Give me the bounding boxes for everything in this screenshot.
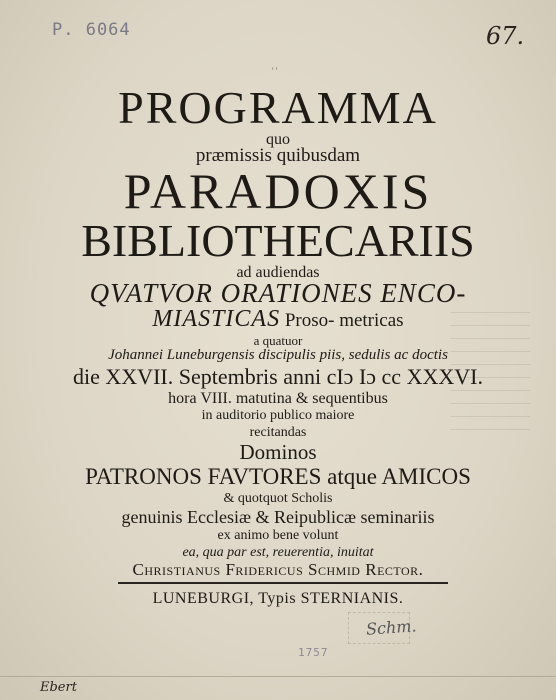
- line-die: die XXVII. Septembris anni cIɔ Iɔ cc XXXVI.: [73, 364, 483, 389]
- title-programma: PROGRAMMA: [118, 82, 438, 133]
- title-paradoxis: PARADOXIS: [123, 163, 433, 219]
- line-johannei: Johannei Luneburgensis discipulis piis, sedulis ac doctis: [108, 347, 448, 363]
- line-genuinis: genuinis Ecclesiæ & Reipublicæ seminariis: [121, 507, 435, 527]
- title-premissis: præmissis quibusdam: [195, 145, 361, 166]
- line-dominos: Dominos: [239, 440, 317, 464]
- line-patronos: PATRONOS FAVTORES atque AMICOS: [85, 464, 471, 489]
- handwritten-signature: Schm.: [365, 616, 418, 639]
- line-miasticas: [0, 306, 556, 334]
- line-quatuor-orationes: QVATVOR ORATIONES ENCO-: [89, 278, 467, 308]
- line-hora: hora VIII. matutina & sequentibus: [168, 390, 388, 407]
- line-recitandas: recitandas: [249, 425, 307, 440]
- line-a-quatuor: a quatuor: [253, 333, 303, 348]
- page-edge: [0, 676, 556, 677]
- bottom-handwritten-note: Ebert: [40, 680, 77, 695]
- page-number-handwritten: 67.: [486, 22, 525, 50]
- proso-metricas-text: Proso- metricas: [280, 310, 404, 331]
- line-ad-audiendas: ad audiendas: [236, 264, 320, 281]
- line-christianus: Christianus Fridericus Schmid Rector.: [132, 560, 424, 579]
- top-mark: ' ': [272, 66, 278, 76]
- title-quo: quo: [266, 131, 290, 148]
- line-quotquot: & quotquot Scholis: [223, 491, 333, 506]
- line-animo: ex animo bene volunt: [217, 528, 339, 543]
- miasticas-text: MIASTICAS: [152, 306, 281, 332]
- line-ea-qua: ea, qua par est, reuerentia, inuitat: [182, 545, 374, 560]
- collection-number-stamp: 1757: [298, 646, 329, 659]
- separator-rule: [118, 582, 448, 584]
- shelfmark-stamp: P. 6064: [52, 20, 131, 40]
- imprint-line: LUNEBURGI, Typis STERNIANIS.: [152, 590, 404, 607]
- line-auditorio: in auditorio publico maiore: [201, 408, 355, 423]
- title-bibliothecariis: BIBLIOTHECARIIS: [81, 215, 475, 266]
